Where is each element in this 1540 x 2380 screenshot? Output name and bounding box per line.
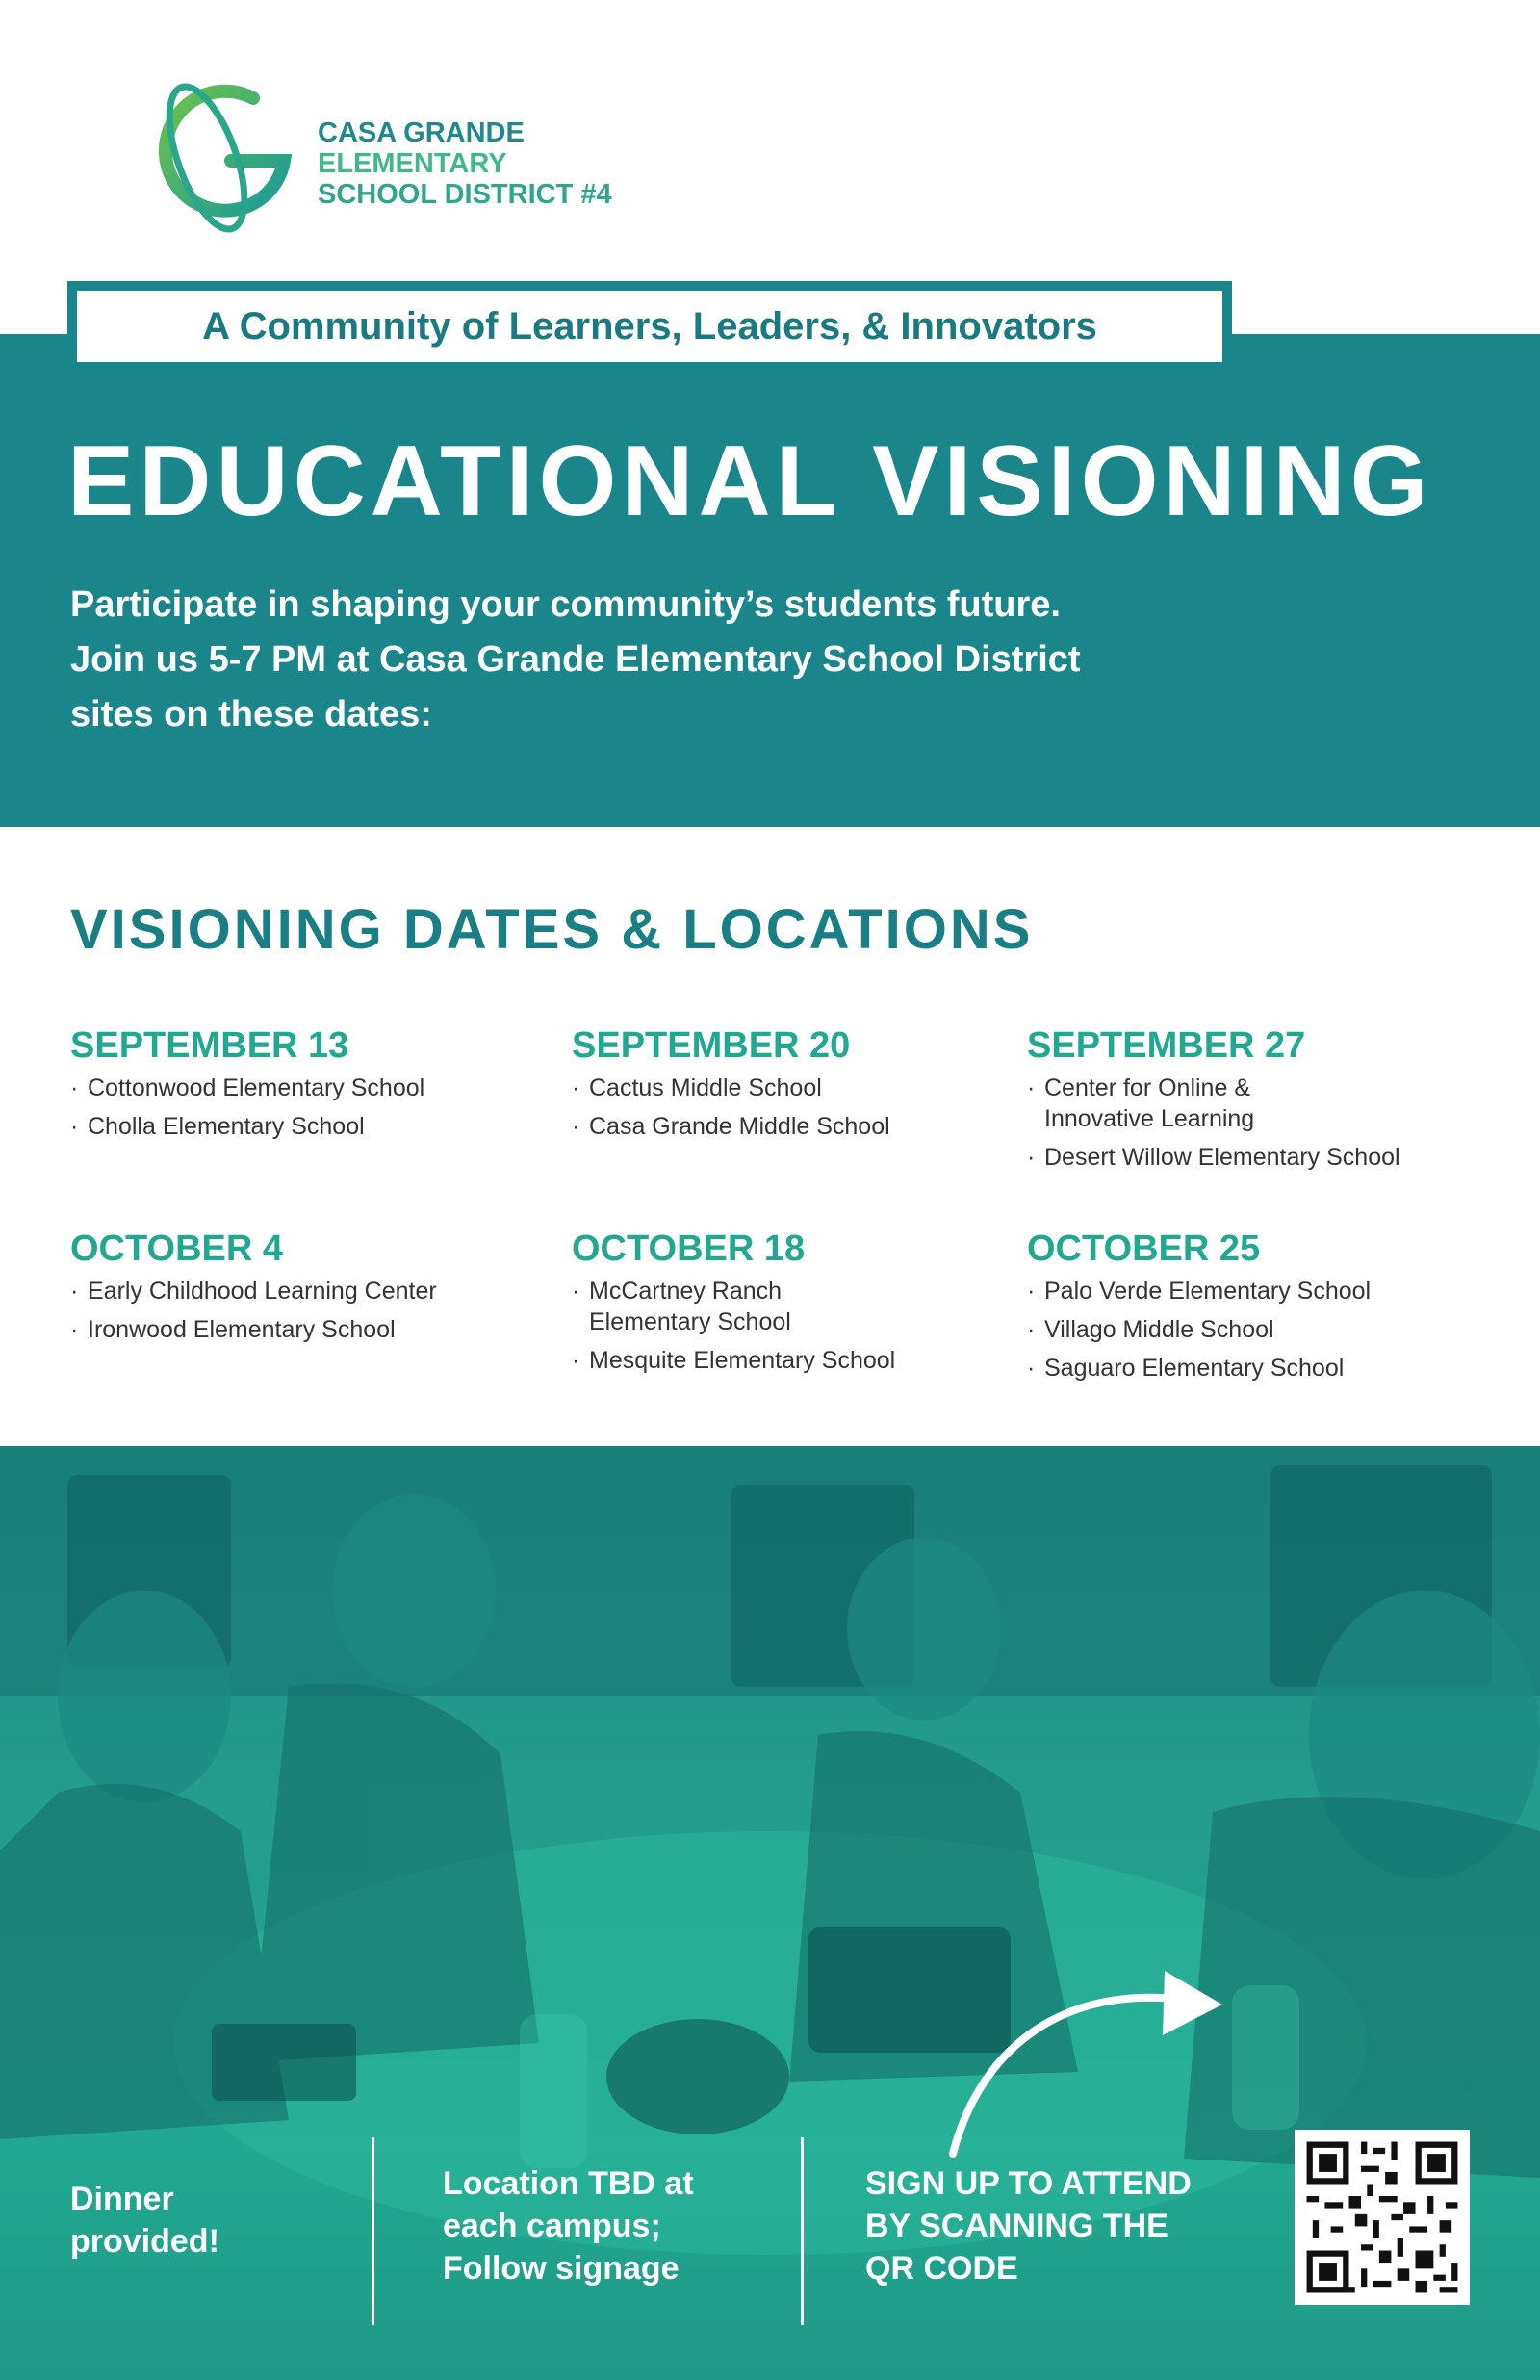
location-item: · Cactus Middle School — [572, 1073, 1034, 1103]
intro-line-3: sites on these dates: — [70, 694, 432, 735]
location-item: · Cottonwood Elementary School — [70, 1073, 532, 1103]
date-block-sep20 — [572, 1022, 1034, 1150]
location-item: · Palo Verde Elementary School — [1027, 1276, 1479, 1306]
location-line-3: Follow signage — [443, 2250, 680, 2287]
intro-line-1: Participate in shaping your community’s students future. — [70, 584, 1061, 625]
logo-line-1: CASA GRANDE — [318, 117, 525, 148]
section-title: VISIONING DATES & LOCATIONS — [70, 898, 1034, 961]
tagline: A Community of Learners, Leaders, & Innovators — [77, 291, 1222, 362]
location-item: · Casa Grande Middle School — [572, 1111, 1034, 1142]
location-item: · Saguaro Elementary School — [1027, 1353, 1479, 1384]
date-label: SEPTEMBER 27 — [1027, 1025, 1306, 1066]
location-item: · Mesquite Elementary School — [572, 1345, 1034, 1376]
date-label: OCTOBER 4 — [70, 1229, 284, 1269]
logo-line-3: SCHOOL DISTRICT #4 — [318, 179, 612, 210]
location-item: · Cholla Elementary School — [70, 1111, 532, 1142]
date-label: SEPTEMBER 20 — [572, 1025, 851, 1066]
location-item: · McCartney Ranch Elementary School — [572, 1276, 820, 1337]
date-block-sep27 — [1027, 1022, 1479, 1180]
location-item: · Early Childhood Learning Center — [70, 1276, 532, 1306]
qr-code-icon — [1295, 2130, 1470, 2305]
date-block-oct25 — [1027, 1226, 1479, 1391]
location-line-2: each campus; — [443, 2208, 661, 2244]
intro-line-2: Join us 5-7 PM at Casa Grande Elementary School District — [70, 639, 1081, 680]
signup-note — [865, 2162, 1192, 2289]
signup-line-3: QR CODE — [865, 2250, 1018, 2287]
date-block-oct4 — [70, 1226, 532, 1353]
date-label: OCTOBER 18 — [572, 1229, 806, 1269]
signup-qr-code[interactable] — [1295, 2130, 1470, 2305]
location-item: · Ironwood Elementary School — [70, 1314, 532, 1345]
location-item: · Desert Willow Elementary School — [1027, 1142, 1479, 1173]
intro-text — [70, 578, 1322, 742]
location-line-1: Location TBD at — [443, 2165, 694, 2202]
district-logo — [140, 69, 640, 243]
date-block-sep13 — [70, 1022, 532, 1150]
dinner-line-1: Dinner — [70, 2181, 174, 2217]
signup-line-2: BY SCANNING THE — [865, 2208, 1168, 2244]
location-item: · Center for Online & Innovative Learning — [1027, 1073, 1295, 1134]
footer-divider — [372, 2137, 374, 2325]
date-label: SEPTEMBER 13 — [70, 1025, 349, 1066]
signup-line-1: SIGN UP TO ATTEND — [865, 2165, 1192, 2202]
footer-divider — [801, 2137, 804, 2325]
date-label: OCTOBER 25 — [1027, 1229, 1261, 1269]
page-title: EDUCATIONAL VISIONING — [67, 426, 1433, 537]
location-item: · Villago Middle School — [1027, 1314, 1479, 1345]
logo-wordmark — [318, 117, 612, 210]
logo-line-2: ELEMENTARY — [318, 148, 507, 179]
dinner-line-2: provided! — [70, 2223, 219, 2260]
date-block-oct18 — [572, 1226, 1034, 1384]
tagline-box — [67, 281, 1232, 362]
dinner-note — [70, 2178, 219, 2263]
location-note — [443, 2162, 694, 2289]
cg-logo-icon — [140, 69, 303, 243]
